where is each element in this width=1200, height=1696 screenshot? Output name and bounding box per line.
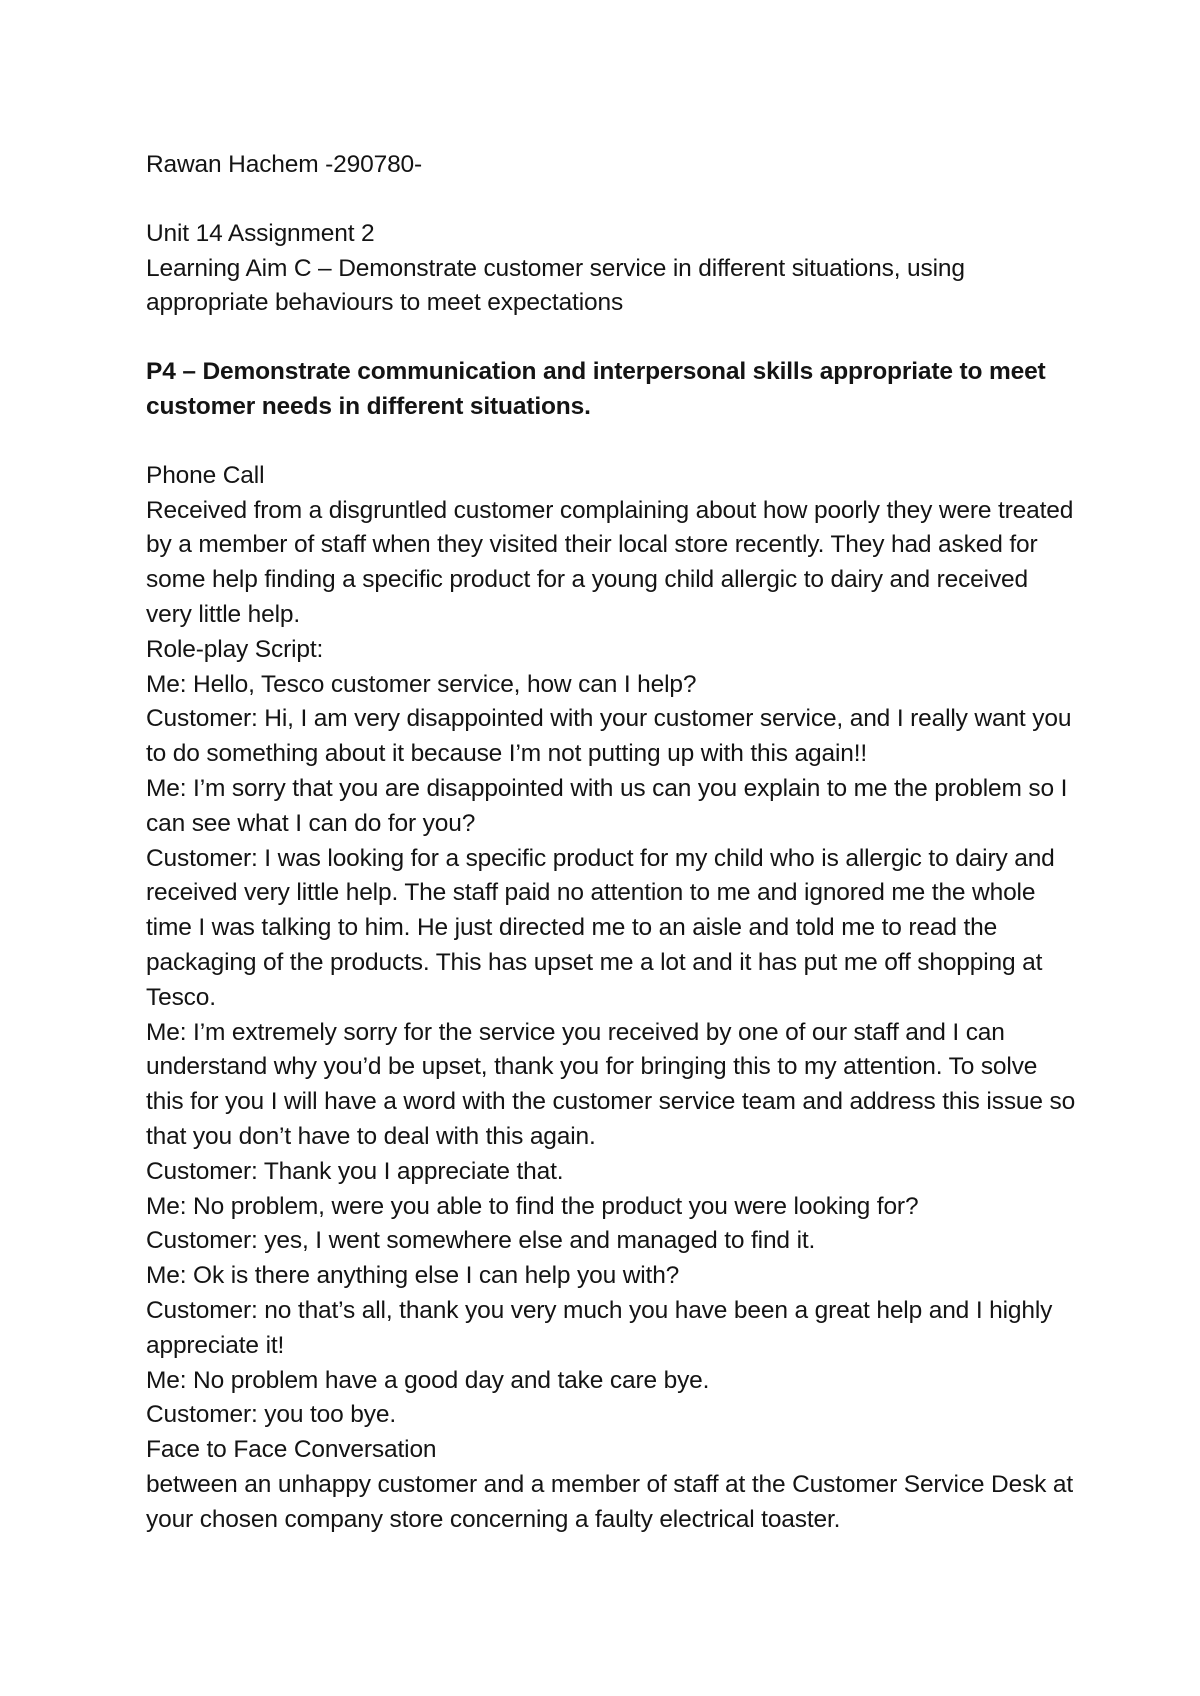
spacer: [146, 425, 1076, 459]
phone-call-title: Phone Call: [146, 461, 265, 489]
script-line: Me: No problem, were you able to find the product you were looking for?: [146, 1192, 919, 1220]
face-to-face-title: Face to Face Conversation: [146, 1436, 437, 1464]
script-line: Customer: no that’s all, thank you very much you have been a great help and I highly appreciate it!: [146, 1296, 1053, 1359]
script-line: Me: Ok is there anything else I can help you with?: [146, 1262, 680, 1290]
phone-call-scenario: Received from a disgruntled customer complaining about how poorly they were treated by a member of staff when they visited their local store recently. They had asked for some help finding a specific product for a young child allergic to dairy and received very little help.: [146, 496, 1074, 628]
script-line: Customer: you too bye.: [146, 1401, 396, 1429]
script-line: Me: I’m extremely sorry for the service you received by one of our staff and I can understand why you’d be upset, thank you for bringing this to my attention. To solve this for you I will have a word with the customer service team and address this issue so that you don’t have to deal with this again.: [146, 1018, 1076, 1150]
p4-heading: P4 – Demonstrate communication and interpersonal skills appropriate to meet customer needs in different situations.: [146, 358, 1046, 420]
script-line: Customer: Thank you I appreciate that.: [146, 1157, 564, 1185]
script-line: Customer: Hi, I am very disappointed with your customer service, and I really want you to do something about it because I’m not putting up with this again!!: [146, 705, 1072, 768]
script-line: Customer: I was looking for a specific product for my child who is allergic to dairy and received very little help. The staff paid no attention to me and ignored me the whole time I was talking to him. He just directed me to an aisle and told me to read the packaging of the products. This has upset me a lot and it has put me off shopping at Tesco.: [146, 844, 1055, 1011]
spacer: [146, 321, 1076, 355]
author-line: Rawan Hachem -290780-: [146, 151, 423, 178]
document-page: [146, 148, 1076, 1537]
spacer: [146, 183, 1076, 217]
script-line: Me: I’m sorry that you are disappointed with us can you explain to me the problem so I can see what I can do for you?: [146, 774, 1068, 837]
script-line: Customer: yes, I went somewhere else and managed to find it.: [146, 1227, 816, 1255]
script-line: Me: No problem have a good day and take care bye.: [146, 1366, 710, 1394]
unit-title: Unit 14 Assignment 2: [146, 219, 375, 247]
face-to-face-scenario: between an unhappy customer and a member of staff at the Customer Service Desk at your chosen company store concerning a faulty electrical toaster.: [146, 1470, 1074, 1533]
learning-aim: Learning Aim C – Demonstrate customer service in different situations, using appropriate behaviours to meet expectations: [146, 254, 965, 317]
script-label: Role-play Script:: [146, 635, 324, 663]
script-line: Me: Hello, Tesco customer service, how can I help?: [146, 670, 697, 698]
